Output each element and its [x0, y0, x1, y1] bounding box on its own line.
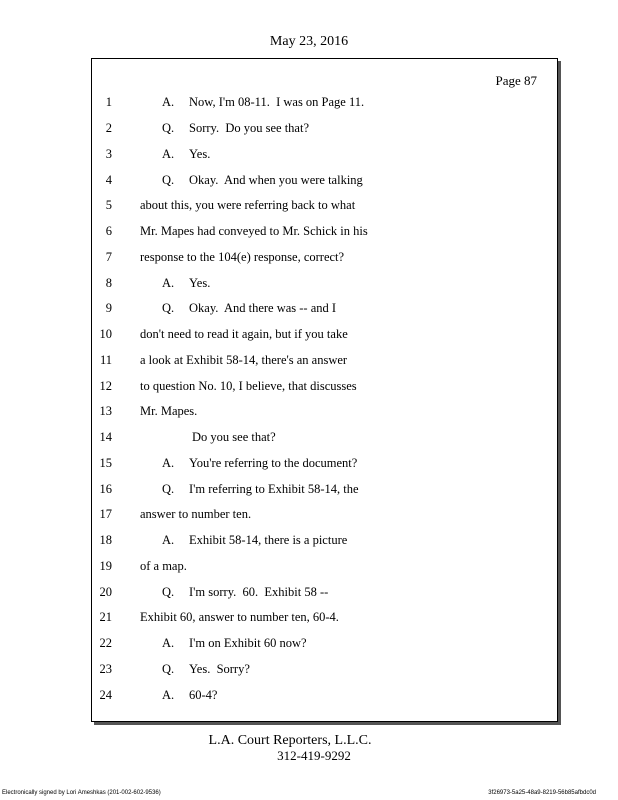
line-number: 9 — [105, 301, 112, 315]
line-number: 3 — [105, 147, 112, 161]
line-content: response to the 104(e) response, correct? — [140, 250, 345, 264]
transcript-line — [92, 298, 557, 318]
document-id: 3f26973-5a25-48a9-8219-56b85afbdc0d — [488, 790, 596, 796]
line-number: 10 — [99, 327, 112, 341]
line-content: about this, you were referring back to what — [140, 198, 356, 212]
speaker-label: A. — [162, 147, 175, 161]
line-text — [162, 659, 250, 679]
line-number: 12 — [99, 379, 112, 393]
line-number: 14 — [99, 430, 112, 444]
line-text — [162, 118, 309, 138]
line-content: Exhibit 58-14, there is a picture — [189, 533, 348, 547]
line-number: 15 — [99, 456, 112, 470]
speaker-label: Q. — [162, 662, 175, 676]
line-number: 22 — [99, 636, 112, 650]
line-number: 6 — [105, 224, 112, 238]
line-number: 17 — [99, 507, 112, 521]
line-text — [162, 144, 210, 164]
transcript-line — [92, 607, 557, 627]
line-content: Yes. Sorry? — [189, 662, 250, 676]
line-number: 11 — [99, 353, 112, 367]
transcript-page — [91, 58, 558, 722]
line-content: Now, I'm 08-11. I was on Page 11. — [189, 95, 365, 109]
line-number: 21 — [99, 610, 112, 624]
line-content: Okay. And when you were talking — [189, 173, 363, 187]
line-content: I'm referring to Exhibit 58-14, the — [189, 482, 359, 496]
line-content: a look at Exhibit 58-14, there's an answer — [140, 353, 348, 367]
transcript-line — [92, 401, 557, 421]
line-number: 8 — [105, 276, 112, 290]
line-content: Yes. — [189, 147, 211, 161]
transcript-line — [92, 427, 557, 447]
transcript-line — [92, 659, 557, 679]
speaker-label: Q. — [162, 173, 175, 187]
line-text — [162, 170, 363, 190]
transcript-line — [92, 479, 557, 499]
line-number: 19 — [99, 559, 112, 573]
line-number: 5 — [105, 198, 112, 212]
speaker-label: A. — [162, 688, 175, 702]
line-content: 60-4? — [189, 688, 218, 702]
line-number: 23 — [99, 662, 112, 676]
line-content: You're referring to the document? — [189, 456, 358, 470]
line-text — [162, 685, 217, 705]
speaker-label: Q. — [162, 482, 175, 496]
line-content: of a map. — [140, 559, 187, 573]
line-text — [162, 633, 307, 653]
speaker-label: A. — [162, 636, 175, 650]
date-header: May 23, 2016 — [269, 34, 349, 49]
transcript-line — [92, 144, 557, 164]
line-content: I'm on Exhibit 60 now? — [189, 636, 307, 650]
line-text — [162, 530, 347, 550]
line-number: 13 — [99, 404, 112, 418]
line-text — [162, 298, 336, 318]
line-content: Okay. And there was -- and I — [189, 301, 337, 315]
transcript-line — [92, 195, 557, 215]
transcript-line — [92, 118, 557, 138]
transcript-line — [92, 685, 557, 705]
line-content: Sorry. Do you see that? — [189, 121, 309, 135]
transcript-line — [92, 530, 557, 550]
transcript-line — [92, 350, 557, 370]
line-text — [162, 453, 357, 473]
page-number: Page 87 — [495, 73, 537, 88]
reporter-company: L.A. Court Reporters, L.L.C. — [208, 733, 372, 748]
speaker-label: A. — [162, 533, 175, 547]
line-number: 1 — [105, 95, 112, 109]
speaker-label: A. — [162, 95, 175, 109]
line-content: Mr. Mapes. — [140, 404, 198, 418]
line-text — [162, 582, 328, 602]
transcript-line — [92, 221, 557, 241]
transcript-line — [92, 324, 557, 344]
transcript-line — [92, 92, 557, 112]
transcript-line — [92, 273, 557, 293]
electronic-signature: Electronically signed by Lori Ameshkas (201-002-602-9536) — [2, 790, 161, 796]
line-number: 16 — [99, 482, 112, 496]
line-content: answer to number ten. — [140, 507, 252, 521]
speaker-label: Q. — [162, 585, 175, 599]
line-content: I'm sorry. 60. Exhibit 58 -- — [189, 585, 329, 599]
transcript-line — [92, 633, 557, 653]
line-content: to question No. 10, I believe, that discusses — [140, 379, 357, 393]
speaker-label: Q. — [162, 121, 175, 135]
line-text — [162, 92, 364, 112]
transcript-line — [92, 556, 557, 576]
line-content: Exhibit 60, answer to number ten, 60-4. — [140, 610, 339, 624]
line-text — [162, 273, 210, 293]
transcript-line — [92, 247, 557, 267]
transcript-line — [92, 376, 557, 396]
transcript-line — [92, 453, 557, 473]
line-text — [162, 479, 359, 499]
speaker-label: Q. — [162, 301, 175, 315]
transcript-line — [92, 504, 557, 524]
transcript-line — [92, 170, 557, 190]
line-content: Do you see that? — [192, 430, 276, 444]
speaker-label: A. — [162, 456, 175, 470]
line-content: don't need to read it again, but if you take — [140, 327, 348, 341]
reporter-phone: 312-419-9292 — [277, 748, 351, 763]
line-number: 20 — [99, 585, 112, 599]
speaker-label: A. — [162, 276, 175, 290]
line-number: 4 — [105, 173, 112, 187]
transcript-line — [92, 582, 557, 602]
line-number: 18 — [99, 533, 112, 547]
line-number: 24 — [99, 688, 112, 702]
line-number: 2 — [105, 121, 112, 135]
line-number: 7 — [105, 250, 112, 264]
line-content: Mr. Mapes had conveyed to Mr. Schick in his — [140, 224, 368, 238]
line-content: Yes. — [189, 276, 211, 290]
